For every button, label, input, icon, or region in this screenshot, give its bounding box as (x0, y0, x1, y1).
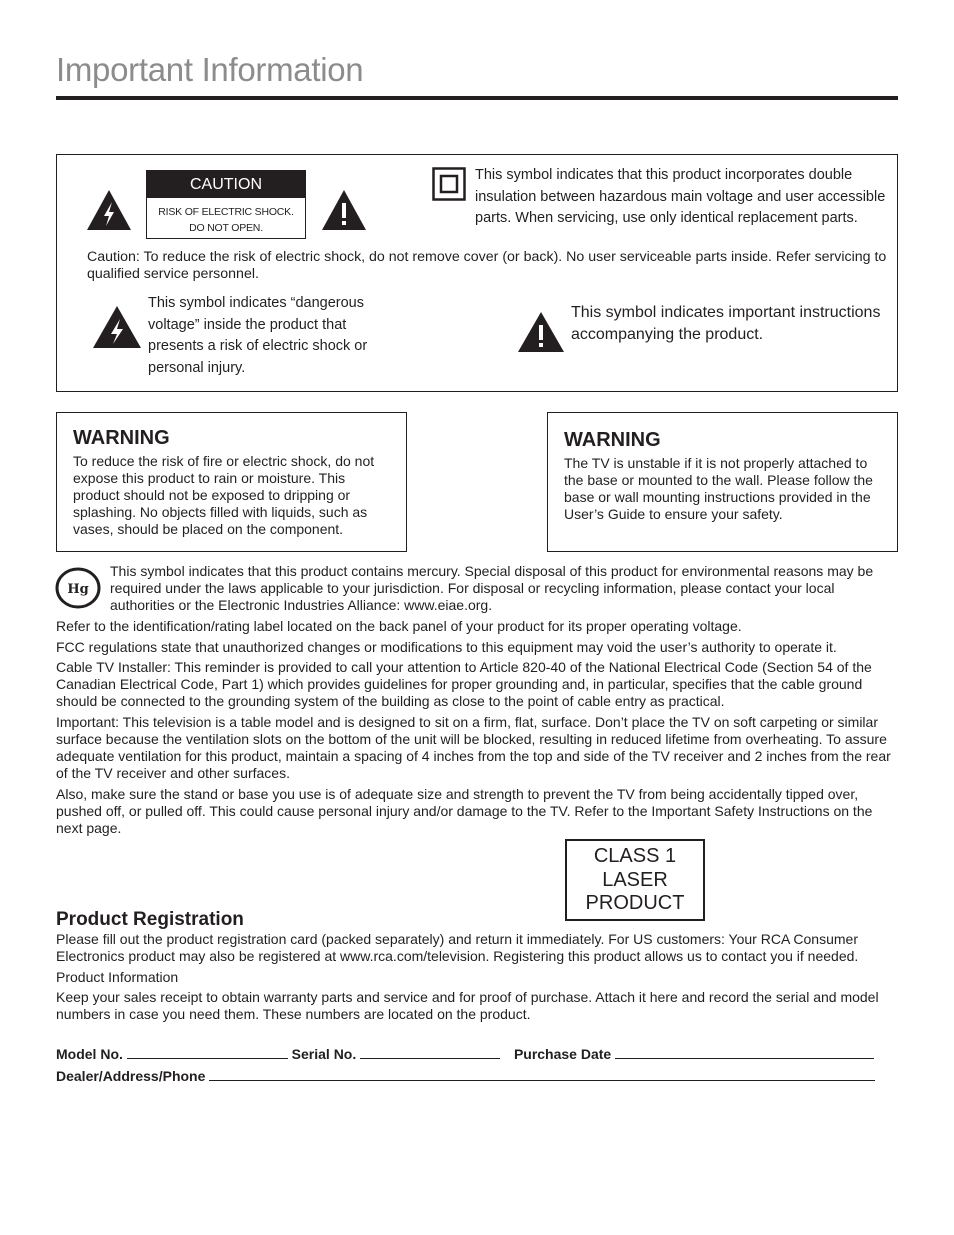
fcc-paragraph: FCC regulations state that unauthorized changes or modifications to this equipment may void the user’s authority to operate it. (56, 639, 837, 655)
purchase-date-label: Purchase Date (513, 1046, 612, 1062)
registration-fields-row-1 (56, 1046, 898, 1063)
model-field[interactable] (127, 1046, 288, 1059)
warning-body: To reduce the risk of fire or electric shock, do not expose this product to rain or moisture. This product should not be exposed to dripping or splashing. No objects filled with liquids, such as vases, should be placed on the component. (73, 453, 375, 537)
laser-line-3: PRODUCT (585, 892, 685, 914)
laser-line-2: LASER (602, 868, 668, 891)
model-label: Model No. (56, 1046, 123, 1062)
caution-label-line-1: RISK OF ELECTRIC SHOCK. (158, 206, 294, 218)
exclamation-triangle-icon (321, 189, 367, 231)
mercury-hg-icon (55, 567, 101, 609)
exclamation-triangle-icon (517, 311, 565, 353)
caution-label-text (147, 204, 305, 236)
warning-title: WARNING (73, 427, 170, 449)
purchase-date-field[interactable] (615, 1046, 874, 1059)
dangerous-voltage-text: This symbol indicates “dangerous voltage” inside the product that presents a risk of electric shock or personal injury. (148, 295, 368, 376)
important-instructions-text: This symbol indicates important instructions accompanying the product. (571, 304, 881, 343)
registration-fields-row-2 (56, 1068, 898, 1085)
double-insulation-icon (432, 167, 466, 201)
receipt-paragraph: Keep your sales receipt to obtain warranty parts and service and for proof of purchase. Attach it here and record the serial and model numbers in case you need them. These numbers are located on the product. (56, 989, 879, 1022)
registration-heading: Product Registration (56, 909, 244, 930)
mercury-symbol: Hg (67, 582, 89, 597)
dealer-label: Dealer/Address/Phone (56, 1068, 206, 1084)
lightning-triangle-icon (86, 189, 132, 231)
page-title: Important Information (56, 51, 364, 88)
laser-label-text (567, 845, 703, 916)
registration-intro: Please fill out the product registration card (packed separately) and return it immediately. For US customers: Your RCA Consumer Electronics product may also be registered at www.rca.com/television. Registering this product allows us to contact you if needed. (56, 931, 859, 964)
product-information-heading: Product Information (56, 969, 179, 985)
title-divider (56, 96, 898, 100)
cable-installer-paragraph: Cable TV Installer: This reminder is provided to call your attention to Article 820-40 of the National Electrical Code (Section 54 of the Canadian Electrical Code, Part 1) which provides guidelines for proper grounding and, in particular, specifies that the cable ground should be connected to the grounding system of the building as close to the point of cable entry as practical. (56, 659, 872, 709)
important-paragraph: Important: This television is a table model and is designed to sit on a firm, flat, surface. Don’t place the TV on soft carpeting or similar surface because the ventilation slots on the bottom of the unit will be blocked, resulting in reduced lifetime from overheating. To assure adequate ventilation for this product, maintain a spacing of 4 inches from the top and side of the TV receiver and 2 inches from the rear of the TV receiver and other surfaces. (56, 714, 891, 781)
double-insulation-text: This symbol indicates that this product incorporates double insulation between hazardous main voltage and user accessible parts. When servicing, use only identical replacement parts. (475, 167, 886, 226)
dealer-field[interactable] (209, 1068, 875, 1081)
caution-label-heading: CAUTION (147, 171, 305, 198)
lightning-triangle-icon (92, 305, 142, 349)
warning-body: The TV is unstable if it is not properly attached to the base or mounted to the wall. Please follow the base or wall mounting instructions provided in the User’s Guide to ensure your safety. (564, 455, 873, 522)
caution-text: Caution: To reduce the risk of electric shock, do not remove cover (or back). No user serviceable parts inside. Refer servicing to qualified service personnel. (87, 249, 887, 282)
rating-label-paragraph: Refer to the identification/rating label located on the back panel of your product for its proper operating voltage. (56, 618, 742, 634)
stand-paragraph: Also, make sure the stand or base you use is of adequate size and strength to prevent the TV from being accidentally tipped over, pushed off, or pulled off. This could cause personal injury and/or damage to the TV. Refer to the Important Safety Instructions on the next page. (56, 786, 873, 836)
serial-field[interactable] (360, 1046, 500, 1059)
caution-label-line-2: DO NOT OPEN. (189, 222, 263, 234)
laser-line-1: CLASS 1 (593, 845, 677, 867)
mercury-text: This symbol indicates that this product contains mercury. Special disposal of this product for environmental reasons may be required under the laws applicable to your jurisdiction. For disposal or recycling information, please contact your local authorities or the Electronic Industries Alliance: www.eiae.org. (110, 563, 874, 613)
serial-label: Serial No. (291, 1046, 357, 1062)
warning-title: WARNING (564, 429, 661, 451)
